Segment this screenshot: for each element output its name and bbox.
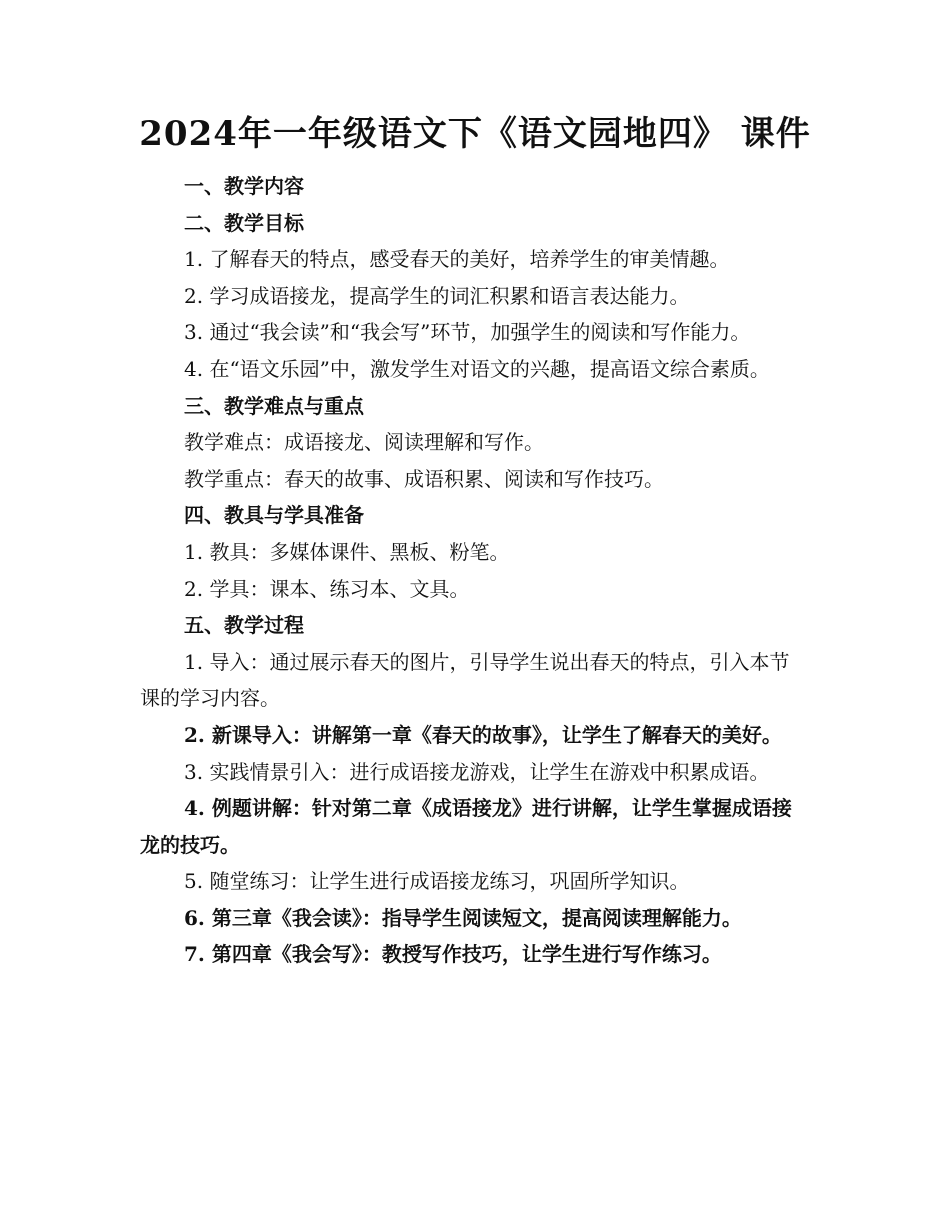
list-item: 2. 新课导入：讲解第一章《春天的故事》，让学生了解春天的美好。 [184, 722, 782, 747]
list-item: 6. 第三章《我会读》：指导学生阅读短文，提高阅读理解能力。 [184, 905, 742, 930]
document-title: 2024年一年级语文下《语文园地四》 课件 [139, 114, 811, 154]
section-heading: 三、教学难点与重点 [184, 393, 364, 418]
list-item: 1. 导入：通过展示春天的图片，引导学生说出春天的特点，引入本节课的学习内容。 [140, 649, 790, 711]
list-item: 2. 学习成语接龙，提高学生的词汇积累和语言表达能力。 [184, 283, 690, 308]
list-item: 4. 在“语文乐园”中，激发学生对语文的兴趣，提高语文综合素质。 [184, 356, 770, 381]
list-item: 7. 第四章《我会写》：教授写作技巧，让学生进行写作练习。 [184, 942, 722, 967]
list-item: 1. 了解春天的特点，感受春天的美好，培养学生的审美情趣。 [184, 247, 730, 272]
list-item: 4. 例题讲解：针对第二章《成语接龙》进行讲解，让学生掌握成语接龙的技巧。 [140, 796, 792, 857]
list-item: 3. 通过“我会读”和“我会写”环节，加强学生的阅读和写作能力。 [184, 320, 751, 345]
list-item: 2. 学具：课本、练习本、文具。 [184, 576, 470, 601]
section-heading: 四、教具与学具准备 [184, 503, 364, 528]
section-heading: 二、教学目标 [184, 210, 304, 235]
section-heading: 五、教学过程 [184, 613, 304, 638]
list-item: 3. 实践情景引入：进行成语接龙游戏，让学生在游戏中积累成语。 [184, 759, 770, 784]
list-item: 1. 教具：多媒体课件、黑板、粉笔。 [184, 539, 510, 564]
paragraph: 教学重点：春天的故事、成语积累、阅读和写作技巧。 [184, 466, 664, 491]
paragraph: 教学难点：成语接龙、阅读理解和写作。 [184, 430, 544, 455]
document-body [140, 168, 808, 973]
section-heading: 一、教学内容 [184, 174, 304, 198]
list-item: 5. 随堂练习：让学生进行成语接龙练习，巩固所学知识。 [184, 869, 690, 894]
